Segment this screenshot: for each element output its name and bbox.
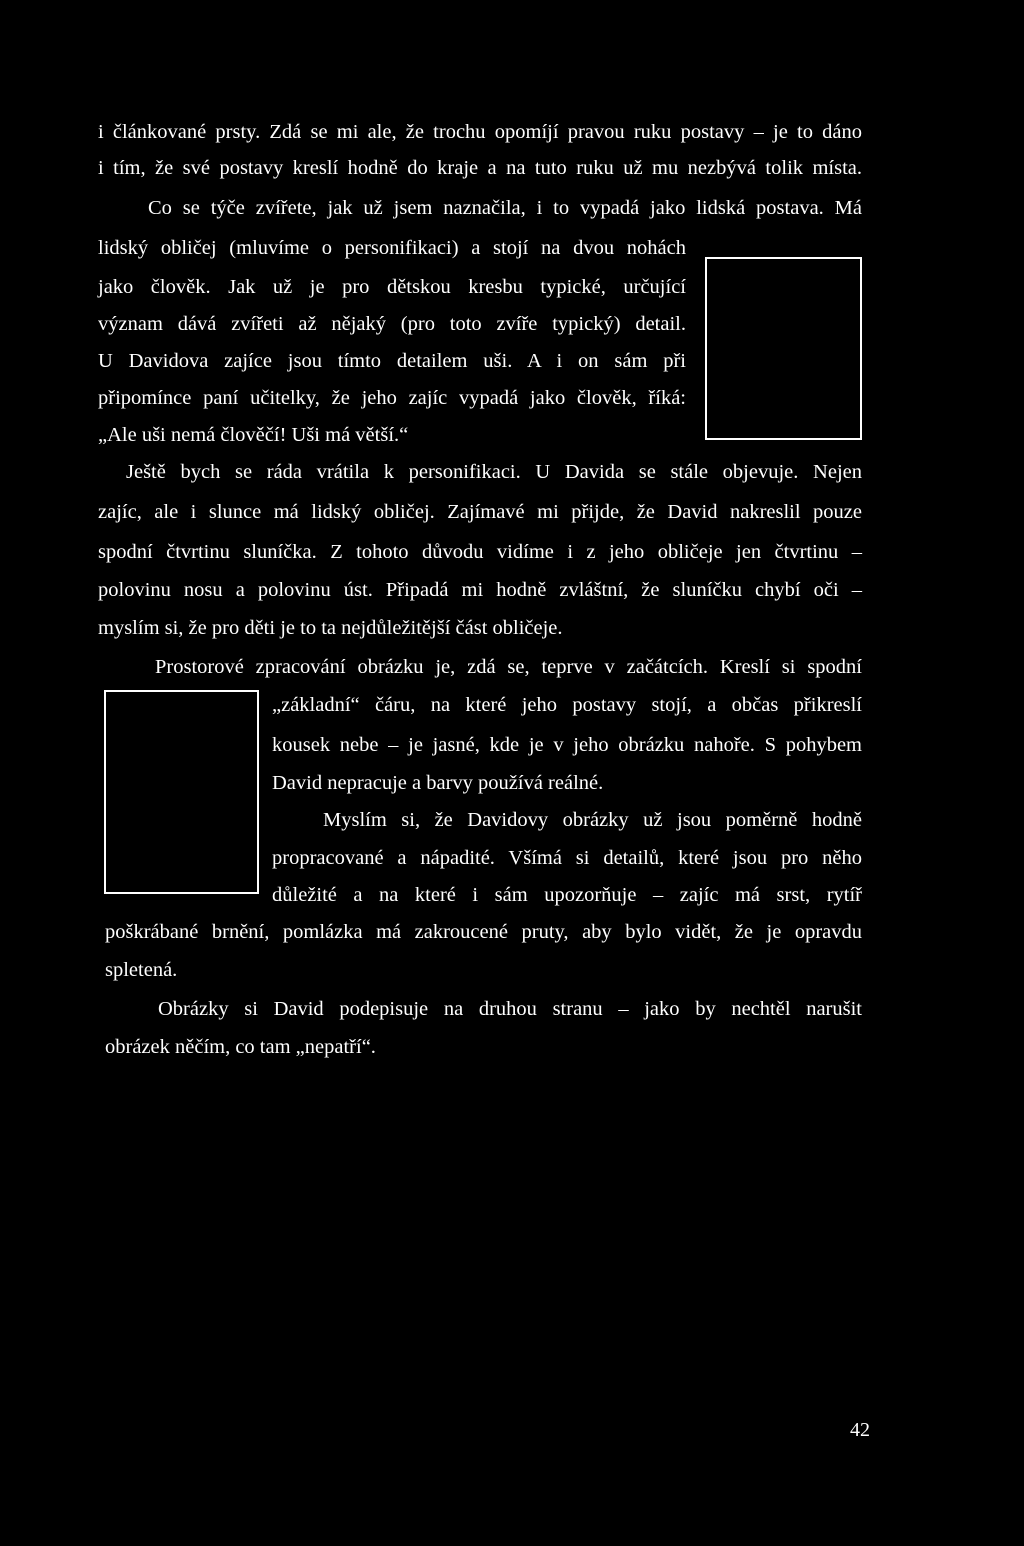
text-line: kousek nebe – je jasné, kde je v jeho obrázku nahoře. S pohybem — [272, 734, 862, 756]
figure-frame-right — [705, 257, 862, 440]
text-line: U Davidova zajíce jsou tímto detailem uši. A i on sám při — [98, 350, 686, 372]
text-line: poškrábané brnění, pomlázka má zakroucené pruty, aby bylo vidět, že je opravdu — [105, 921, 862, 943]
text-line: obrázek něčím, co tam „nepatří“. — [105, 1036, 376, 1058]
text-line: i tím, že své postavy kreslí hodně do kraje a na tuto ruku už mu nezbývá tolik místa. — [98, 157, 862, 179]
text-line: jako člověk. Jak už je pro dětskou kresbu typické, určující — [98, 276, 686, 298]
text-line: myslím si, že pro děti je to ta nejdůležitější část obličeje. — [98, 617, 563, 639]
text-line: důležité a na které i sám upozorňuje – zajíc má srst, rytíř — [272, 884, 862, 906]
text-line: Prostorové zpracování obrázku je, zdá se, teprve v začátcích. Kreslí si spodní — [155, 656, 862, 678]
text-line: připomínce paní učitelky, že jeho zajíc vypadá jako člověk, říká: — [98, 387, 686, 409]
text-line: zajíc, ale i slunce má lidský obličej. Zajímavé mi přijde, že David nakreslil pouze — [98, 501, 862, 523]
text-line: spodní čtvrtinu sluníčka. Z tohoto důvodu vidíme i z jeho obličeje jen čtvrtinu – — [98, 541, 862, 563]
text-line: polovinu nosu a polovinu úst. Připadá mi hodně zvláštní, že sluníčku chybí oči – — [98, 579, 862, 601]
text-line: Ještě bych se ráda vrátila k personifikaci. U Davida se stále objevuje. Nejen — [126, 461, 862, 483]
text-line: „základní“ čáru, na které jeho postavy stojí, a občas přikreslí — [272, 694, 862, 716]
text-line: propracované a nápadité. Všímá si detailů, které jsou pro něho — [272, 847, 862, 869]
text-line: Co se týče zvířete, jak už jsem naznačila, i to vypadá jako lidská postava. Má — [148, 197, 862, 219]
text-line: spletená. — [105, 959, 178, 981]
text-line: lidský obličej (mluvíme o personifikaci) a stojí na dvou nohách — [98, 237, 686, 259]
text-line: Obrázky si David podepisuje na druhou stranu – jako by nechtěl narušit — [158, 998, 862, 1020]
text-line: Myslím si, že Davidovy obrázky už jsou poměrně hodně — [323, 809, 862, 831]
page-number: 42 — [850, 1419, 870, 1441]
text-line: David nepracuje a barvy používá reálné. — [272, 772, 604, 794]
text-line: význam dává zvířeti až nějaký (pro toto zvíře typický) detail. — [98, 313, 686, 335]
text-line: i článkované prsty. Zdá se mi ale, že trochu opomíjí pravou ruku postavy – je to dáno — [98, 121, 862, 143]
text-line: „Ale uši nemá člověčí! Uši má větší.“ — [98, 424, 409, 446]
figure-frame-left — [104, 690, 259, 894]
